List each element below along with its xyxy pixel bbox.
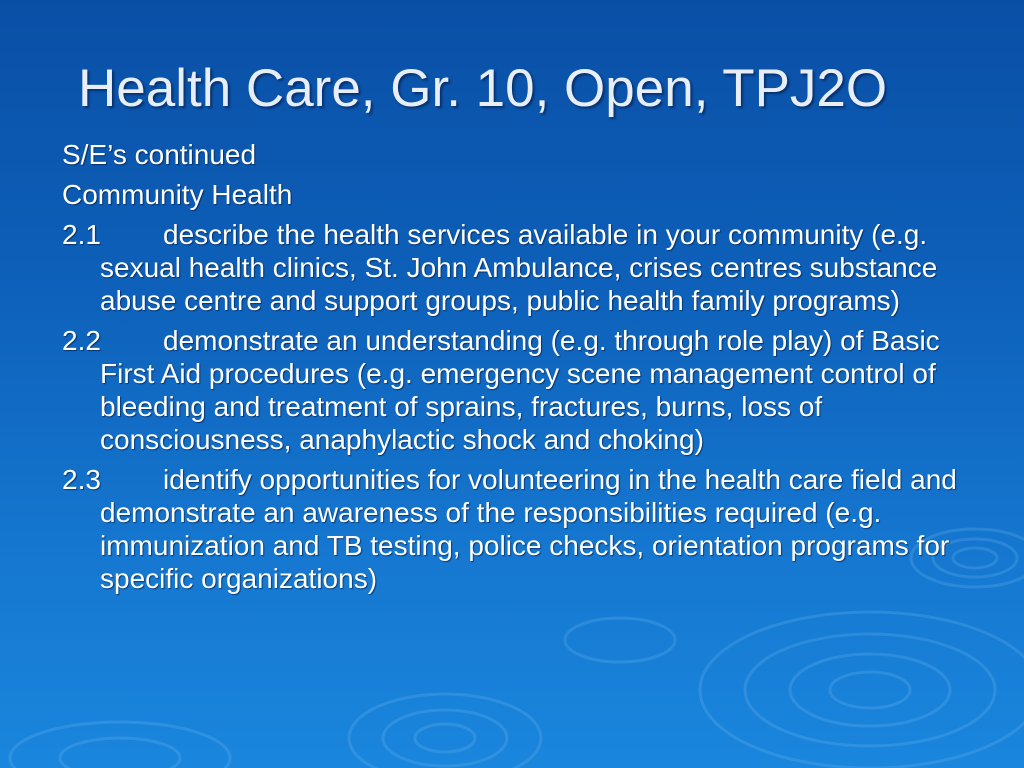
expectation-number: 2.3	[62, 464, 101, 495]
expectation-number: 2.1	[62, 219, 101, 250]
expectation-item	[62, 218, 967, 317]
subheading-community-health: Community Health	[62, 179, 293, 210]
expectation-number: 2.2	[62, 325, 101, 356]
subheading-se-continued: S/E’s continued	[62, 139, 257, 170]
expectation-text: identify opportunities for volunteering in the health care field and demonstrate an awareness of the responsibilities required (e.g. immunization and TB testing, police checks, orientation programs for specific organizations)	[100, 464, 957, 594]
expectation-item	[62, 463, 967, 595]
expectation-text: describe the health services available in your community (e.g. sexual health clinics, St. John Ambulance, crises centres substance abuse centre and support groups, public health family programs)	[100, 219, 938, 316]
slide-title: Health Care, Gr. 10, Open, TPJ2O	[78, 59, 888, 118]
slide-body	[62, 138, 967, 602]
expectation-text: demonstrate an understanding (e.g. through role play) of Basic First Aid procedures (e.g. emergency scene management control of bleeding and treatment of sprains, fractures, burns, loss of consciousness, anaphylactic shock and choking)	[100, 325, 940, 455]
expectation-item	[62, 324, 967, 456]
